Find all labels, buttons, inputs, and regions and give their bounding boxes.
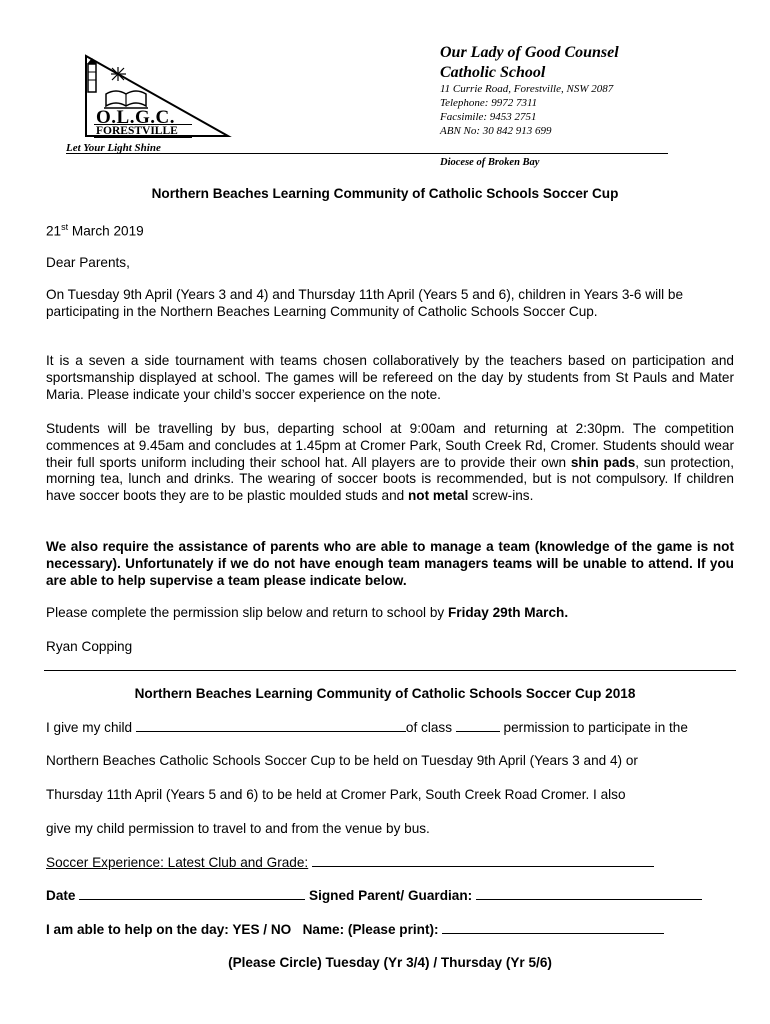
cut-line	[44, 670, 736, 671]
slip-line2: Northern Beaches Catholic Schools Soccer Cup to be held on Tuesday 9th April (Years 3 and 4) or	[46, 753, 638, 768]
date-field[interactable]	[79, 887, 305, 900]
school-name-line1: Our Lady of Good Counsel	[440, 44, 619, 61]
of-class-label: of class	[405, 720, 456, 735]
signoff-name: Ryan Copping	[46, 639, 133, 654]
experience-field[interactable]	[312, 854, 654, 867]
logo-place: FORESTVILLE	[94, 124, 192, 138]
header-divider	[66, 153, 668, 154]
paragraph-dates: On Tuesday 9th April (Years 3 and 4) and Thursday 11th April (Years 5 and 6), children in Years 3-6 will be participating in the Northern Beaches Learning Community of Catholic Schools Soccer Cup.	[46, 287, 684, 319]
school-telephone: Telephone: 9972 7311	[440, 97, 538, 109]
child-name-field[interactable]	[136, 719, 406, 732]
school-logo	[66, 52, 246, 156]
permission-label: permission to participate in the	[499, 720, 688, 735]
travel-text-c: , sun protection, morning tea, lunch and drinks. The wearing of soccer boots is recommended, but is not compulsory. If children have soccer boots they are to be plastic moulded studs and	[46, 454, 734, 504]
paragraph-travel	[46, 421, 734, 505]
slip-line4: give my child permission to travel to and from the venue by bus.	[46, 821, 430, 836]
school-abn: ABN No: 30 842 913 699	[440, 125, 552, 137]
help-name-row	[46, 921, 664, 939]
not-metal-text: not metal	[407, 488, 469, 504]
circle-day-line: (Please Circle) Tuesday (Yr 3/4) / Thursday (Yr 5/6)	[228, 955, 552, 970]
date-label: Date	[46, 888, 76, 903]
diocese-label: Diocese of Broken Bay	[440, 157, 540, 168]
return-deadline: Friday 29th March.	[448, 605, 569, 620]
class-field[interactable]	[456, 719, 500, 732]
slip-line3: Thursday 11th April (Years 5 and 6) to be held at Cromer Park, South Creek Road Cromer. I also	[46, 787, 626, 802]
salutation: Dear Parents,	[46, 255, 130, 270]
travel-text-a: Students will be travelling by bus, departing school at 9:00am and returning at 2:30pm. The competition commences at 9.45am and concludes at 1.45pm at Cromer Park, South Creek Rd, Cromer. Students should wear their full sports uniform including their school hat. All players are to provide their own	[46, 421, 734, 470]
lighthouse-logo-graphic	[66, 52, 246, 156]
shin-pads-text: shin pads	[570, 454, 636, 470]
date-rest: March 2019	[68, 223, 144, 239]
print-name-field[interactable]	[442, 921, 664, 934]
paragraph-return	[46, 605, 568, 622]
letter-title: Northern Beaches Learning Community of Catholic Schools Soccer Cup	[151, 186, 619, 201]
slip-title: Northern Beaches Learning Community of Catholic Schools Soccer Cup 2018	[134, 686, 636, 701]
name-label: Name: (Please print):	[302, 922, 439, 937]
signature-field[interactable]	[476, 887, 702, 900]
school-address: 11 Currie Road, Forestville, NSW 2087	[440, 83, 614, 95]
help-label: I am able to help on the day: YES / NO	[46, 922, 292, 937]
paragraph-managers: We also require the assistance of parents who are able to manage a team (knowledge of the game is not necessary). Unfortunately if we do not have enough team managers teams will be unable to attend. If you are able to help supervise a team please indicate below.	[46, 539, 734, 588]
travel-text-e: screw-ins.	[468, 488, 534, 504]
slip-line1	[46, 719, 736, 737]
logo-motto: Let Your Light Shine	[66, 142, 161, 154]
date-suffix: st	[61, 222, 69, 232]
experience-label: Soccer Experience: Latest Club and Grade:	[46, 855, 309, 870]
school-facsimile: Facsimile: 9453 2751	[440, 111, 537, 123]
experience-row	[46, 854, 654, 872]
logo-initials: O.L.G.C.	[96, 107, 175, 128]
date-day: 21	[46, 223, 62, 239]
signed-label: Signed Parent/ Guardian:	[309, 888, 473, 903]
date-signed-row	[46, 887, 702, 905]
school-name-line2: Catholic School	[440, 64, 546, 81]
paragraph-tournament: It is a seven a side tournament with teams chosen collaboratively by the teachers based on participation and sportsmanship displayed at school. The games will be refereed on the day by students from St Pauls and Mater Maria. Please indicate your child’s soccer experience on the note.	[46, 353, 734, 402]
give-child-label: I give my child	[46, 720, 136, 735]
letter-date	[46, 219, 144, 240]
return-text: Please complete the permission slip below and return to school by	[46, 605, 448, 620]
